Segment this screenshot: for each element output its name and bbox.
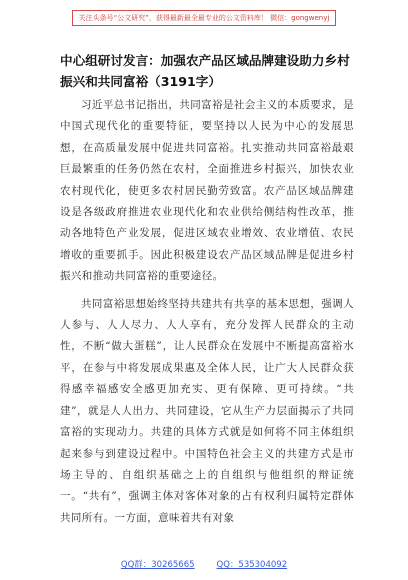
promo-banner [0,10,408,26]
document-body [60,50,354,535]
paragraph-1: 习近平总书记指出，共同富裕是社会主义的本质要求，是中国式现代化的重要特征，要坚持以人民为中心的发展思想，在高质量发展中促进共同富裕。扎实推动共同富裕最艰巨最繁重的任务仍然在农村，全面推进乡村振兴，加快农业农村现代化，使更多农村居民勤劳致富。农产品区域品牌建设是各级政府推进农业现代化和农业供给侧结构性改革，推动各地特色产业发展，促进区域农业增效、农业增值、农民增收的重要抓手。因此积极建设农产品区域品牌是促进乡村振兴和推动共同富裕的重要途径。 [60,99,354,283]
document-title: 中心组研讨发言：加强农产品区域品牌建设助力乡村振兴和共同富裕（3191字） [60,53,350,89]
footer-contacts [0,558,408,570]
promo-banner-text: 关注头条号“公文研究”，获得最新最全最专业的公文资料库！ 微信：gongwenyj [72,10,337,26]
paragraph-2: 共同富裕思想始终坚持共建共有共享的基本思想，强调人人参与、人人尽力、人人享有，充分发挥人民群众的主动性，不断“做大蛋糕”，让人民群众在发展中不断提高富裕水平，在参与中将发展成果惠及全体人民，让广大人民群众获得感幸福感安全感更加充实、更有保障、更可持续。“共建”，就是人人出力、共同建设，它从生产力层面揭示了共同富裕的实现动力。共建的具体方式就是如何将不同主体组织起来参与到建设过程中。中国特色社会主义的共建方式是市场主导的、自组织基础之上的自组织与他组织的辩证统一。“共有”，强调主体对客体对象的占有权利归属特定群体共同所有。一方面，意味着共有对象 [60,297,354,524]
qq-group-link[interactable]: QQ群：30265665 [120,560,195,570]
qq-link[interactable]: QQ：535304092 [216,560,288,570]
